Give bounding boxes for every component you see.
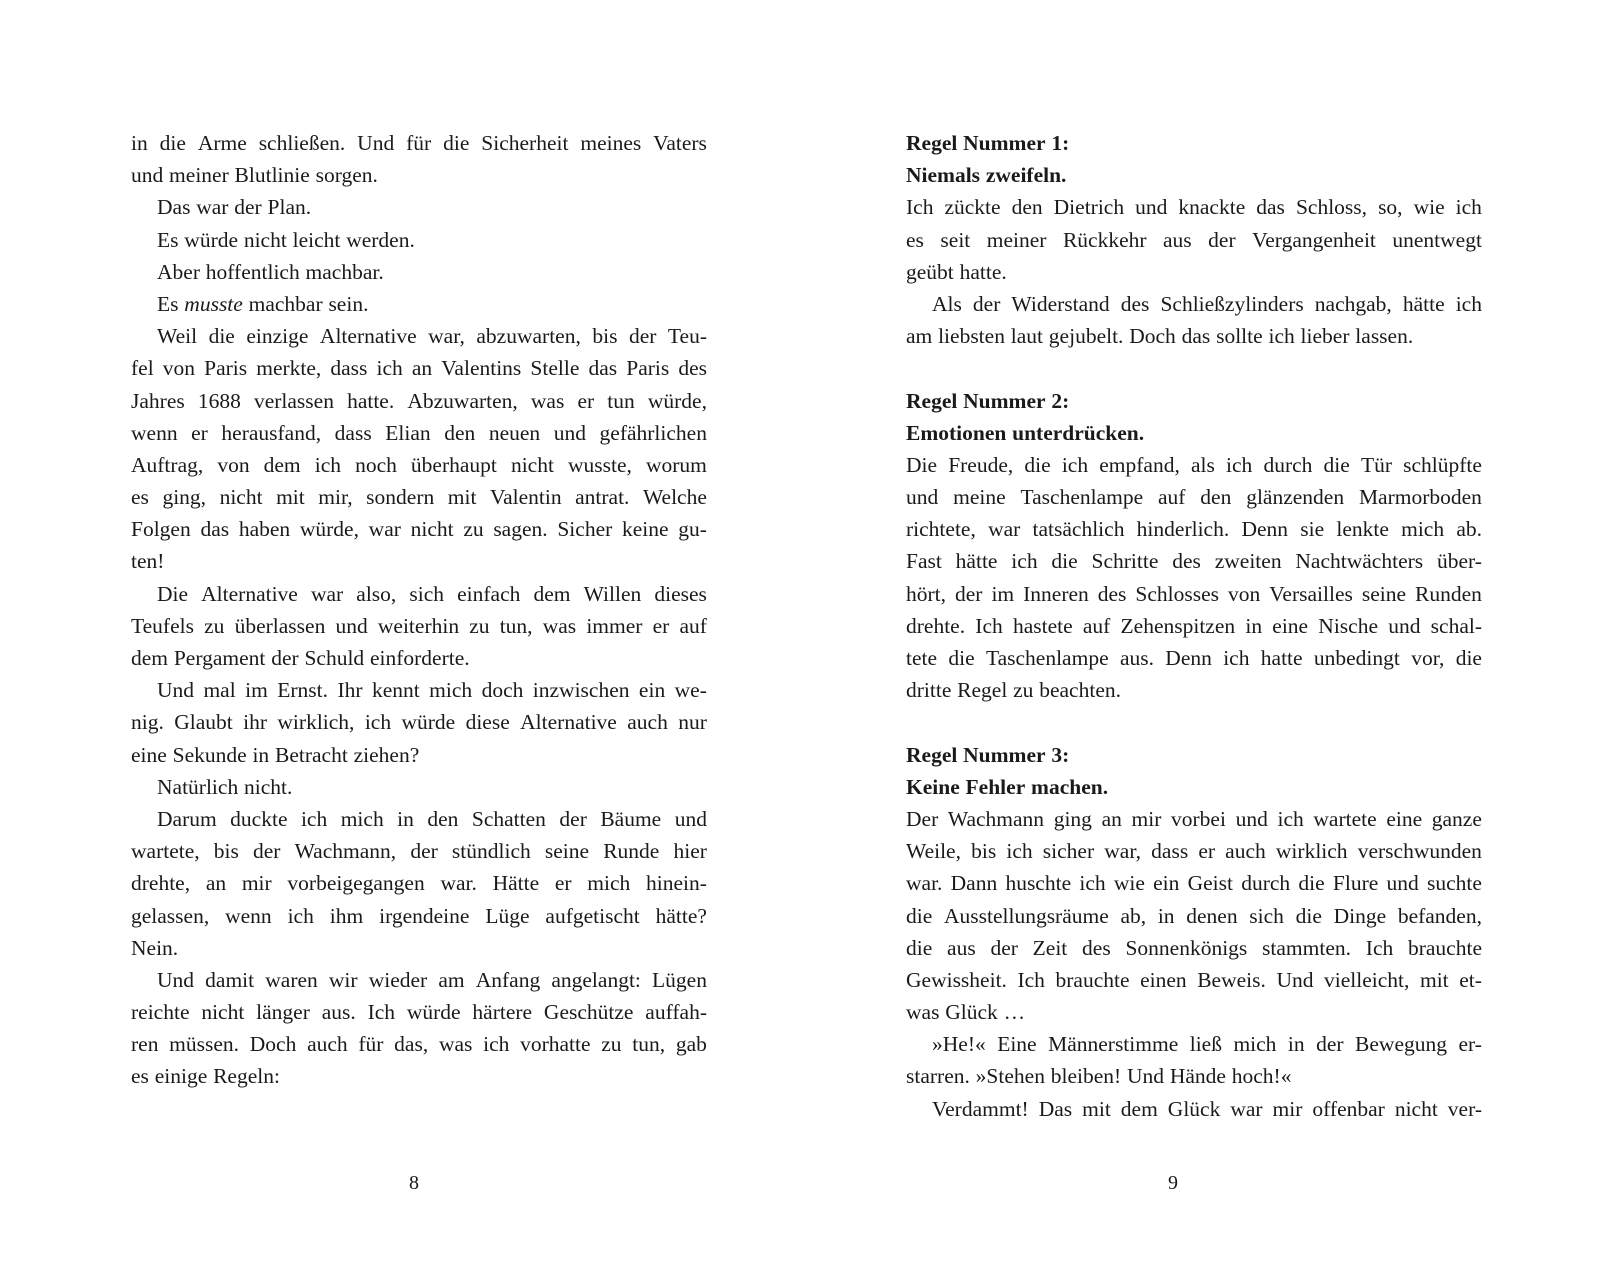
text-line: die Ausstellungsräume ab, in denen sich die Dinge befanden, xyxy=(906,903,1482,928)
text-line: tete die Taschenlampe aus. Denn ich hatte unbedingt vor, die xyxy=(906,646,1482,670)
left-page-text xyxy=(131,127,707,1093)
text-line: gelassen, wenn ich ihm irgendeine Lüge aufgetischt hätte? xyxy=(131,903,707,928)
text-line: drehte, an mir vorbeigegangen war. Hätte er mich hinein- xyxy=(131,871,707,896)
text-line: Darum duckte ich mich in den Schatten der Bäume und xyxy=(157,806,707,831)
right-page xyxy=(800,0,1600,1274)
text-line: nig. Glaubt ihr wirklich, ich würde diese Alternative auch nur xyxy=(131,710,707,735)
text-line: ren müssen. Doch auch für das, was ich vorhatte zu tun, gab xyxy=(131,1032,707,1057)
text-line: Das war der Plan. xyxy=(157,195,312,220)
text-line: eine Sekunde in Betracht ziehen? xyxy=(131,742,420,767)
text-line: Es musste machbar sein. xyxy=(157,291,369,316)
text-line: Verdammt! Das mit dem Glück war mir offenbar nicht ver- xyxy=(932,1096,1482,1121)
text-line: Aber hoffentlich machbar. xyxy=(157,259,384,284)
text-line: Es würde nicht leicht werden. xyxy=(157,227,415,252)
text-line: Auftrag, von dem ich noch überhaupt nicht wusste, worum xyxy=(131,452,707,477)
text-line: fel von Paris merkte, dass ich an Valentins Stelle das Paris des xyxy=(131,356,707,381)
blank-line xyxy=(906,706,1482,738)
text-line: Teufels zu überlassen und weiterhin zu tun, was immer er auf xyxy=(131,613,707,638)
text-line: was Glück … xyxy=(906,1000,1026,1025)
rule-heading-line: Emotionen unterdrücken. xyxy=(906,420,1145,445)
text-line: in die Arme schließen. Und für die Sicherheit meines Vaters xyxy=(131,131,707,155)
text-line: »He!« Eine Männerstimme ließ mich in der Bewegung er- xyxy=(932,1032,1482,1057)
text-line: Ich zückte den Dietrich und knackte das Schloss, so, wie ich xyxy=(906,195,1482,220)
text-line: und meine Taschenlampe auf den glänzenden Marmorboden xyxy=(906,485,1482,510)
rule-heading-line: Regel Nummer 3: xyxy=(906,742,1070,767)
text-line: war. Dann huschte ich wie ein Geist durch die Flure und suchte xyxy=(906,871,1482,896)
text-line: Gewissheit. Ich brauchte einen Beweis. Und vielleicht, mit et- xyxy=(906,967,1482,992)
text-line: drehte. Ich hastete auf Zehenspitzen in eine Nische und schal- xyxy=(906,613,1482,638)
text-line: ten! xyxy=(131,549,165,574)
text-line: es ging, nicht mit mir, sondern mit Valentin antrat. Welche xyxy=(131,485,707,510)
text-line: Als der Widerstand des Schließzylinders nachgab, hätte ich xyxy=(932,291,1482,316)
text-line: es seit meiner Rückkehr aus der Vergangenheit unentwegt xyxy=(906,227,1482,252)
rule-heading-line: Regel Nummer 1: xyxy=(906,131,1070,155)
text-line: dem Pergament der Schuld einforderte. xyxy=(131,646,470,670)
text-line: richtete, war tatsächlich hinderlich. Denn sie lenkte mich ab. xyxy=(906,517,1482,542)
text-line: Weile, bis ich sicher war, dass er auch wirklich verschwunden xyxy=(906,839,1482,864)
text-line: Fast hätte ich die Schritte des zweiten Nachtwächters über- xyxy=(906,549,1482,574)
text-line: Natürlich nicht. xyxy=(157,774,293,799)
text-line: Der Wachmann ging an mir vorbei und ich wartete eine ganze xyxy=(906,806,1482,831)
text-line: die aus der Zeit des Sonnenkönigs stammten. Ich brauchte xyxy=(906,935,1482,960)
text-line: Die Alternative war also, sich einfach dem Willen dieses xyxy=(157,581,707,606)
text-line: und meiner Blutlinie sorgen. xyxy=(131,163,378,188)
text-line: Und mal im Ernst. Ihr kennt mich doch inzwischen ein we- xyxy=(157,678,707,703)
blank-line xyxy=(906,352,1482,384)
text-line: Die Freude, die ich empfand, als ich durch die Tür schlüpfte xyxy=(906,452,1482,477)
text-line: Weil die einzige Alternative war, abzuwarten, bis der Teu- xyxy=(157,324,707,349)
rule-heading-line: Keine Fehler machen. xyxy=(906,774,1109,799)
rule-heading-line: Niemals zweifeln. xyxy=(906,163,1067,188)
page-number-left: 8 xyxy=(409,1172,419,1194)
page-number-right: 9 xyxy=(1168,1172,1178,1194)
text-line: geübt hatte. xyxy=(906,259,1007,284)
right-page-text xyxy=(906,127,1482,1125)
text-line: Jahres 1688 verlassen hatte. Abzuwarten, was er tun würde, xyxy=(131,388,707,413)
text-line: starren. »Stehen bleiben! Und Hände hoch!« xyxy=(906,1064,1292,1089)
text-line: reichte nicht länger aus. Ich würde härtere Geschütze auffah- xyxy=(131,1000,707,1025)
text-line: dritte Regel zu beachten. xyxy=(906,678,1121,703)
text-line: Nein. xyxy=(131,935,179,960)
text-line: hört, der im Inneren des Schlosses von Versailles seine Runden xyxy=(906,581,1482,606)
text-line: am liebsten laut gejubelt. Doch das sollte ich lieber lassen. xyxy=(906,324,1414,349)
text-line: Folgen das haben würde, war nicht zu sagen. Sicher keine gu- xyxy=(131,517,707,542)
text-line: wartete, bis der Wachmann, der stündlich seine Runde hier xyxy=(131,839,707,864)
rule-heading-line: Regel Nummer 2: xyxy=(906,388,1070,413)
text-line: wenn er herausfand, dass Elian den neuen und gefährlichen xyxy=(131,420,707,445)
text-line: es einige Regeln: xyxy=(131,1064,280,1089)
text-line: Und damit waren wir wieder am Anfang angelangt: Lügen xyxy=(157,967,707,992)
